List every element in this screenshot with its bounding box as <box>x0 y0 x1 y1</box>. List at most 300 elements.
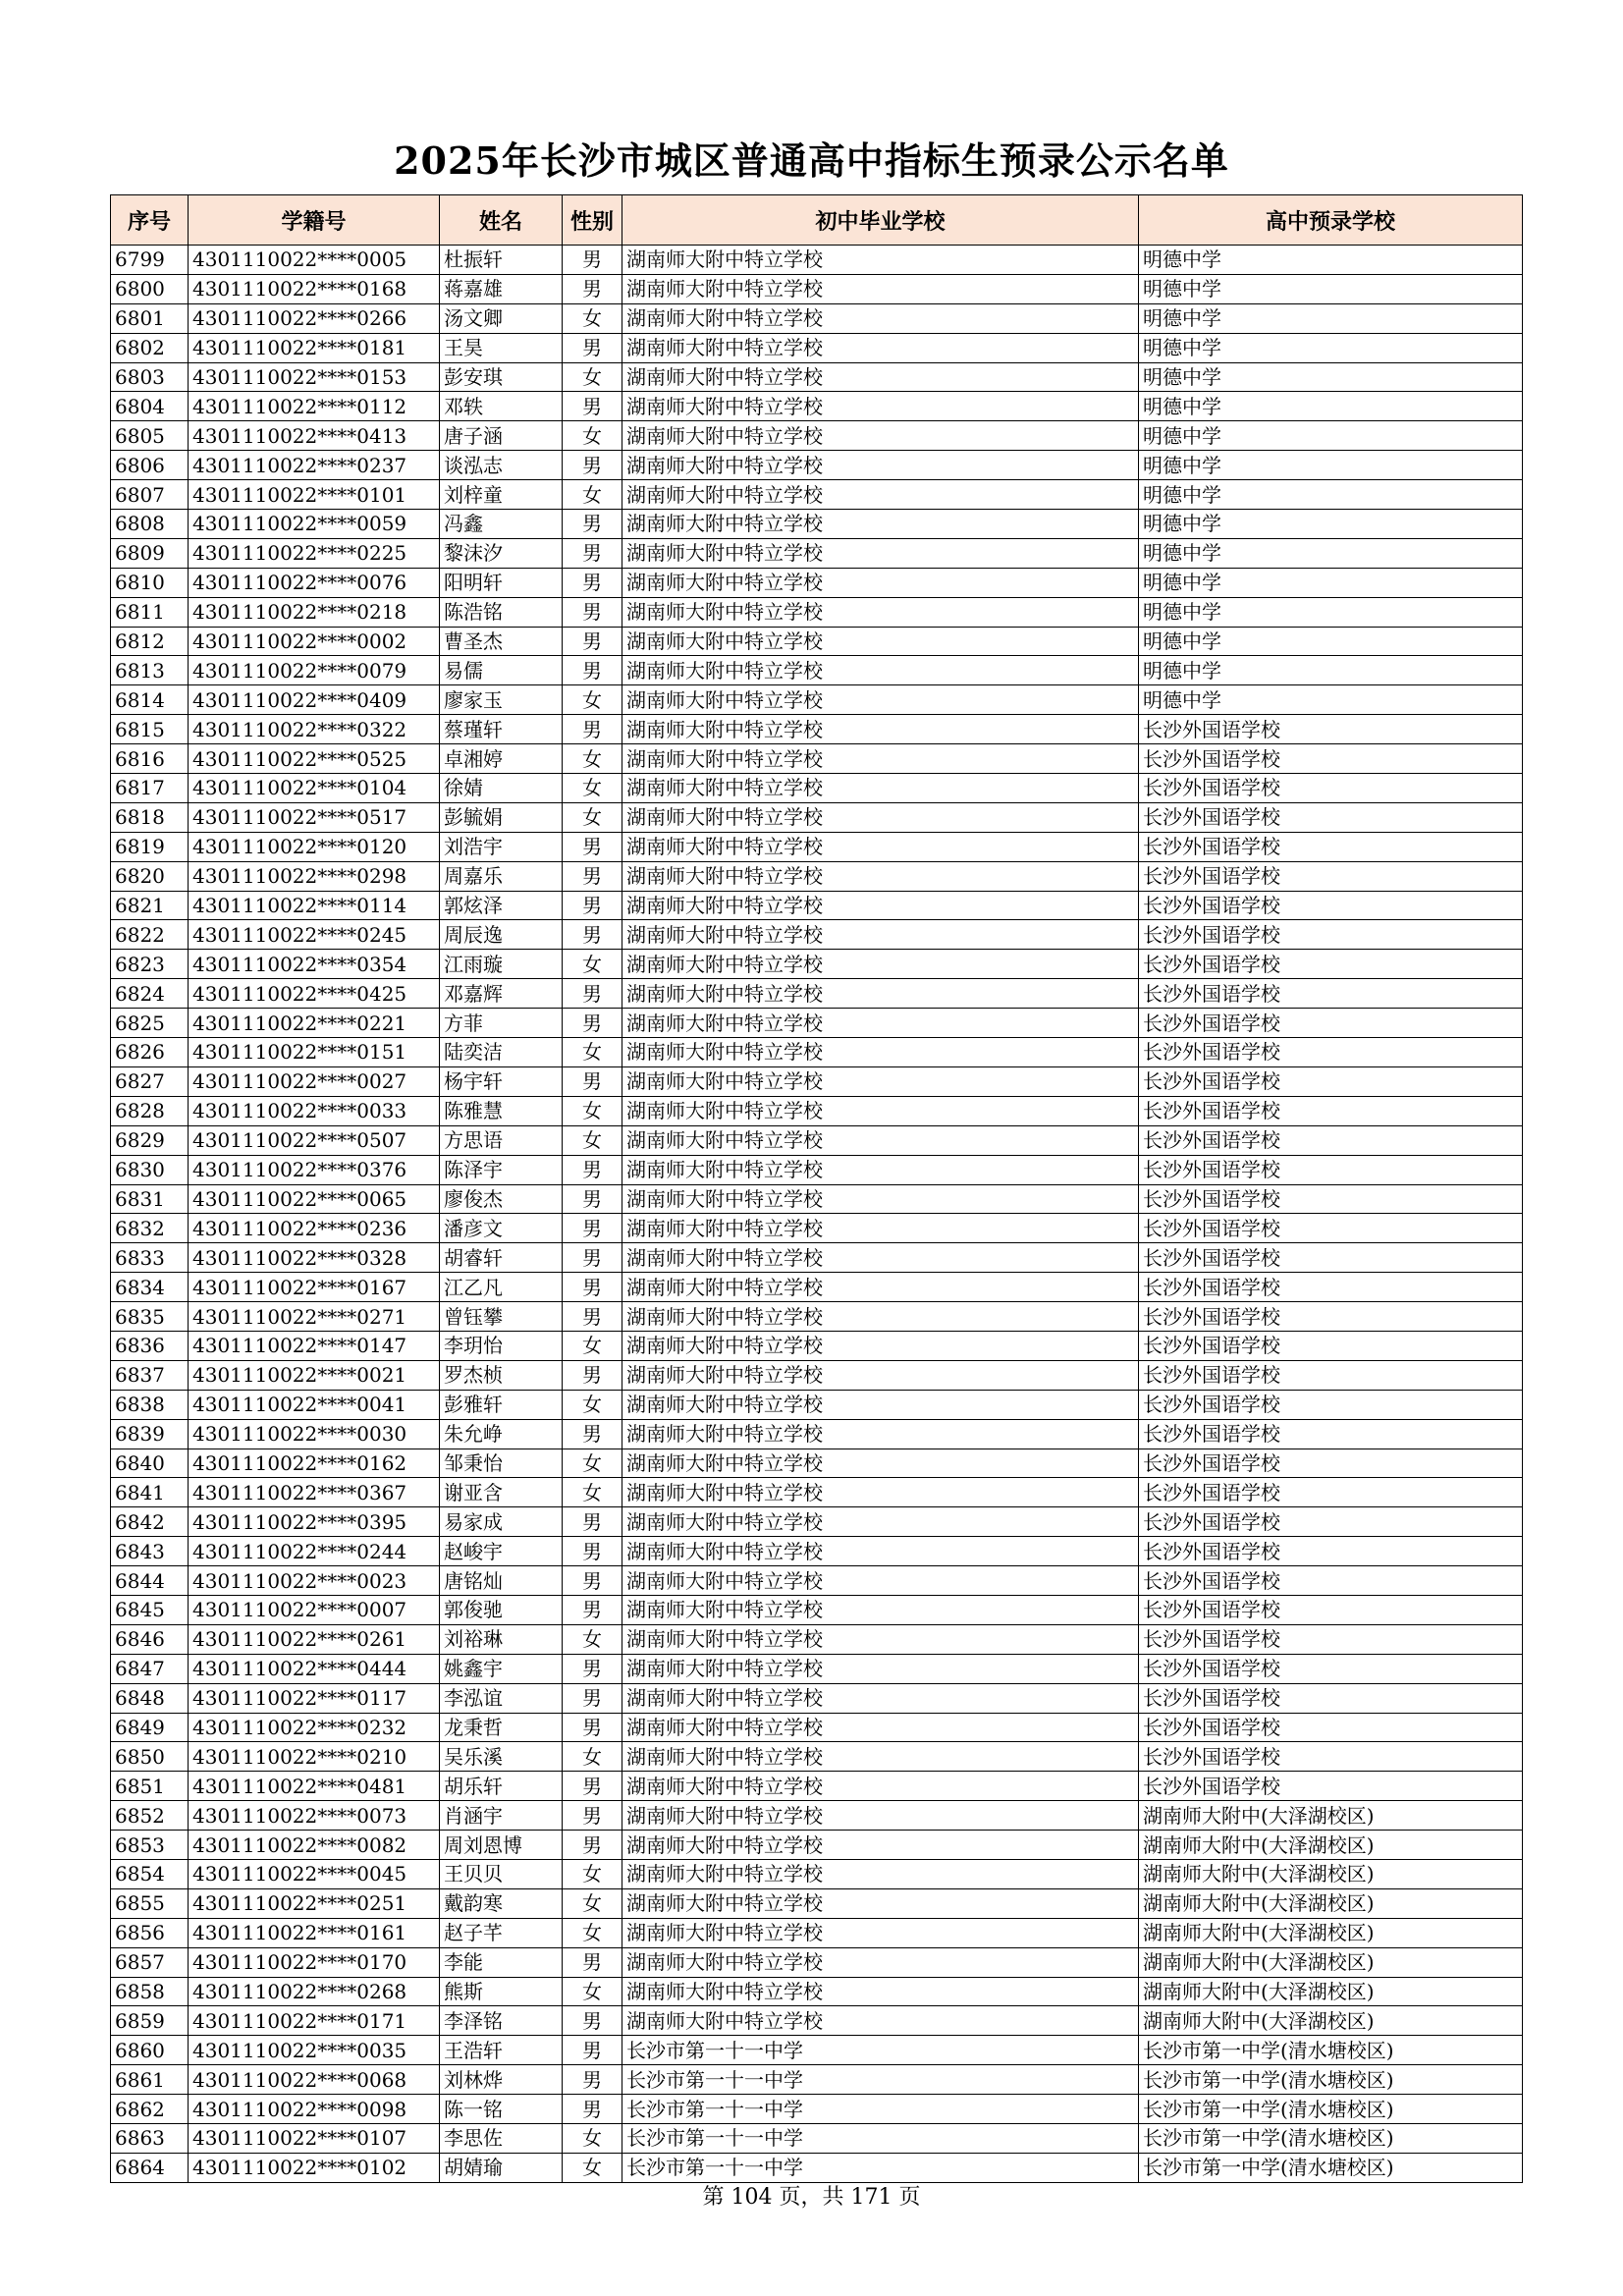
cell-senior-school: 明德中学 <box>1139 333 1523 362</box>
table-row <box>111 451 1523 480</box>
cell-senior-school: 明德中学 <box>1139 597 1523 627</box>
cell-junior-school: 湖南师大附中特立学校 <box>622 1302 1139 1332</box>
cell-name: 龙秉哲 <box>440 1713 563 1742</box>
table-row <box>111 1009 1523 1038</box>
cell-gender: 女 <box>563 1859 622 1888</box>
cell-index: 6845 <box>111 1595 189 1624</box>
cell-student-id: 4301110022****0153 <box>189 362 440 392</box>
table-row <box>111 303 1523 333</box>
cell-gender: 女 <box>563 1918 622 1947</box>
cell-senior-school: 明德中学 <box>1139 685 1523 715</box>
cell-junior-school: 湖南师大附中特立学校 <box>622 1859 1139 1888</box>
cell-student-id: 4301110022****0444 <box>189 1654 440 1683</box>
cell-junior-school: 湖南师大附中特立学校 <box>622 1125 1139 1155</box>
cell-junior-school: 湖南师大附中特立学校 <box>622 832 1139 861</box>
cell-index: 6824 <box>111 979 189 1009</box>
cell-junior-school: 湖南师大附中特立学校 <box>622 1478 1139 1507</box>
cell-junior-school: 湖南师大附中特立学校 <box>622 2006 1139 2036</box>
cell-gender: 女 <box>563 303 622 333</box>
cell-gender: 男 <box>563 451 622 480</box>
cell-student-id: 4301110022****0210 <box>189 1742 440 1772</box>
cell-name: 王贝贝 <box>440 1859 563 1888</box>
cell-student-id: 4301110022****0147 <box>189 1331 440 1360</box>
table-row <box>111 1507 1523 1537</box>
cell-index: 6835 <box>111 1302 189 1332</box>
table-row <box>111 597 1523 627</box>
cell-student-id: 4301110022****0367 <box>189 1478 440 1507</box>
cell-gender: 男 <box>563 1654 622 1683</box>
cell-junior-school: 湖南师大附中特立学校 <box>622 1683 1139 1713</box>
cell-student-id: 4301110022****0225 <box>189 538 440 568</box>
cell-student-id: 4301110022****0245 <box>189 920 440 950</box>
cell-name: 谈泓志 <box>440 451 563 480</box>
cell-gender: 男 <box>563 1066 622 1096</box>
cell-junior-school: 湖南师大附中特立学校 <box>622 1273 1139 1302</box>
cell-junior-school: 长沙市第一十一中学 <box>622 2153 1139 2182</box>
cell-index: 6819 <box>111 832 189 861</box>
cell-gender: 男 <box>563 510 622 539</box>
table-row <box>111 832 1523 861</box>
table-row <box>111 1184 1523 1214</box>
cell-senior-school: 湖南师大附中(大泽湖校区) <box>1139 1859 1523 1888</box>
cell-index: 6825 <box>111 1009 189 1038</box>
cell-gender: 女 <box>563 480 622 510</box>
cell-student-id: 4301110022****0076 <box>189 568 440 597</box>
cell-student-id: 4301110022****0162 <box>189 1449 440 1478</box>
cell-junior-school: 湖南师大附中特立学校 <box>622 774 1139 803</box>
cell-junior-school: 湖南师大附中特立学校 <box>622 891 1139 920</box>
cell-name: 卓湘婷 <box>440 744 563 774</box>
cell-gender: 男 <box>563 891 622 920</box>
cell-name: 熊斯 <box>440 1977 563 2006</box>
col-header-index: 序号 <box>111 195 189 246</box>
table-row <box>111 2095 1523 2124</box>
cell-student-id: 4301110022****0102 <box>189 2153 440 2182</box>
cell-gender: 男 <box>563 1214 622 1243</box>
cell-gender: 男 <box>563 920 622 950</box>
cell-senior-school: 长沙外国语学校 <box>1139 715 1523 744</box>
cell-index: 6852 <box>111 1801 189 1831</box>
cell-name: 邓轶 <box>440 392 563 421</box>
table-row <box>111 2153 1523 2182</box>
cell-student-id: 4301110022****0266 <box>189 303 440 333</box>
cell-name: 陈浩铭 <box>440 597 563 627</box>
cell-index: 6853 <box>111 1831 189 1860</box>
cell-gender: 男 <box>563 1184 622 1214</box>
cell-index: 6809 <box>111 538 189 568</box>
cell-student-id: 4301110022****0322 <box>189 715 440 744</box>
cell-index: 6805 <box>111 421 189 451</box>
cell-index: 6844 <box>111 1566 189 1596</box>
cell-student-id: 4301110022****0167 <box>189 1273 440 1302</box>
cell-gender: 女 <box>563 421 622 451</box>
cell-junior-school: 湖南师大附中特立学校 <box>622 802 1139 832</box>
cell-student-id: 4301110022****0481 <box>189 1772 440 1801</box>
cell-index: 6820 <box>111 861 189 891</box>
cell-index: 6818 <box>111 802 189 832</box>
cell-senior-school: 长沙外国语学校 <box>1139 1683 1523 1713</box>
table-row <box>111 1713 1523 1742</box>
cell-gender: 男 <box>563 1683 622 1713</box>
table-row <box>111 1360 1523 1390</box>
cell-name: 刘浩宇 <box>440 832 563 861</box>
cell-junior-school: 湖南师大附中特立学校 <box>622 1654 1139 1683</box>
cell-junior-school: 长沙市第一十一中学 <box>622 2124 1139 2154</box>
cell-senior-school: 长沙外国语学校 <box>1139 832 1523 861</box>
cell-junior-school: 湖南师大附中特立学校 <box>622 303 1139 333</box>
cell-senior-school: 明德中学 <box>1139 627 1523 656</box>
cell-name: 易家成 <box>440 1507 563 1537</box>
cell-junior-school: 湖南师大附中特立学校 <box>622 538 1139 568</box>
cell-senior-school: 长沙外国语学校 <box>1139 1713 1523 1742</box>
cell-name: 江雨璇 <box>440 950 563 979</box>
cell-index: 6863 <box>111 2124 189 2154</box>
table-row <box>111 1214 1523 1243</box>
cell-senior-school: 长沙外国语学校 <box>1139 1331 1523 1360</box>
cell-senior-school: 湖南师大附中(大泽湖校区) <box>1139 1947 1523 1977</box>
table-row <box>111 1595 1523 1624</box>
cell-gender: 女 <box>563 1096 622 1125</box>
cell-junior-school: 湖南师大附中特立学校 <box>622 1537 1139 1566</box>
table-row <box>111 1977 1523 2006</box>
table-row <box>111 802 1523 832</box>
cell-gender: 男 <box>563 274 622 303</box>
col-header-student-id: 学籍号 <box>189 195 440 246</box>
table-row <box>111 1273 1523 1302</box>
cell-name: 彭毓娟 <box>440 802 563 832</box>
cell-index: 6861 <box>111 2065 189 2095</box>
cell-index: 6801 <box>111 303 189 333</box>
cell-name: 胡睿轩 <box>440 1243 563 1273</box>
cell-gender: 女 <box>563 1331 622 1360</box>
cell-gender: 男 <box>563 1507 622 1537</box>
cell-junior-school: 湖南师大附中特立学校 <box>622 1214 1139 1243</box>
cell-index: 6808 <box>111 510 189 539</box>
cell-student-id: 4301110022****0002 <box>189 627 440 656</box>
cell-name: 胡乐轩 <box>440 1772 563 1801</box>
table-row <box>111 2065 1523 2095</box>
table-row <box>111 1624 1523 1654</box>
cell-index: 6799 <box>111 246 189 275</box>
cell-senior-school: 湖南师大附中(大泽湖校区) <box>1139 1801 1523 1831</box>
cell-name: 潘彦文 <box>440 1214 563 1243</box>
cell-junior-school: 湖南师大附中特立学校 <box>622 451 1139 480</box>
cell-name: 王浩轩 <box>440 2036 563 2065</box>
table-row <box>111 891 1523 920</box>
cell-name: 曾钰攀 <box>440 1302 563 1332</box>
cell-name: 陈一铭 <box>440 2095 563 2124</box>
cell-gender: 男 <box>563 1155 622 1184</box>
cell-senior-school: 长沙外国语学校 <box>1139 891 1523 920</box>
cell-student-id: 4301110022****0079 <box>189 656 440 685</box>
cell-gender: 男 <box>563 1273 622 1302</box>
cell-gender: 男 <box>563 1419 622 1449</box>
cell-junior-school: 湖南师大附中特立学校 <box>622 568 1139 597</box>
cell-junior-school: 湖南师大附中特立学校 <box>622 1390 1139 1419</box>
cell-junior-school: 湖南师大附中特立学校 <box>622 1419 1139 1449</box>
cell-junior-school: 湖南师大附中特立学校 <box>622 480 1139 510</box>
cell-student-id: 4301110022****0376 <box>189 1155 440 1184</box>
cell-senior-school: 长沙外国语学校 <box>1139 1009 1523 1038</box>
table-row <box>111 920 1523 950</box>
cell-junior-school: 湖南师大附中特立学校 <box>622 510 1139 539</box>
cell-index: 6855 <box>111 1888 189 1918</box>
cell-student-id: 4301110022****0098 <box>189 2095 440 2124</box>
cell-senior-school: 长沙外国语学校 <box>1139 1302 1523 1332</box>
col-header-name: 姓名 <box>440 195 563 246</box>
cell-index: 6831 <box>111 1184 189 1214</box>
cell-senior-school: 长沙外国语学校 <box>1139 1390 1523 1419</box>
table-row <box>111 246 1523 275</box>
table-row <box>111 685 1523 715</box>
cell-name: 曹圣杰 <box>440 627 563 656</box>
cell-junior-school: 湖南师大附中特立学校 <box>622 950 1139 979</box>
cell-gender: 女 <box>563 774 622 803</box>
cell-senior-school: 长沙外国语学校 <box>1139 1449 1523 1478</box>
cell-junior-school: 湖南师大附中特立学校 <box>622 1742 1139 1772</box>
cell-index: 6842 <box>111 1507 189 1537</box>
cell-gender: 女 <box>563 802 622 832</box>
cell-gender: 男 <box>563 1947 622 1977</box>
cell-senior-school: 明德中学 <box>1139 246 1523 275</box>
cell-name: 姚鑫宇 <box>440 1654 563 1683</box>
cell-gender: 男 <box>563 656 622 685</box>
cell-gender: 女 <box>563 685 622 715</box>
cell-student-id: 4301110022****0065 <box>189 1184 440 1214</box>
cell-name: 阳明轩 <box>440 568 563 597</box>
cell-index: 6846 <box>111 1624 189 1654</box>
table-row <box>111 1801 1523 1831</box>
cell-senior-school: 明德中学 <box>1139 362 1523 392</box>
cell-senior-school: 长沙外国语学校 <box>1139 1360 1523 1390</box>
cell-name: 戴韵寒 <box>440 1888 563 1918</box>
cell-name: 王昊 <box>440 333 563 362</box>
table-row <box>111 1772 1523 1801</box>
cell-gender: 男 <box>563 832 622 861</box>
cell-name: 廖俊杰 <box>440 1184 563 1214</box>
cell-junior-school: 湖南师大附中特立学校 <box>622 656 1139 685</box>
cell-gender: 男 <box>563 597 622 627</box>
cell-student-id: 4301110022****0120 <box>189 832 440 861</box>
cell-gender: 女 <box>563 362 622 392</box>
cell-senior-school: 明德中学 <box>1139 656 1523 685</box>
cell-index: 6864 <box>111 2153 189 2182</box>
cell-gender: 男 <box>563 2006 622 2036</box>
cell-name: 方菲 <box>440 1009 563 1038</box>
cell-student-id: 4301110022****0251 <box>189 1888 440 1918</box>
cell-senior-school: 长沙外国语学校 <box>1139 1624 1523 1654</box>
cell-student-id: 4301110022****0104 <box>189 774 440 803</box>
table-row <box>111 392 1523 421</box>
cell-index: 6823 <box>111 950 189 979</box>
table-row <box>111 1566 1523 1596</box>
cell-junior-school: 湖南师大附中特立学校 <box>622 1096 1139 1125</box>
cell-gender: 女 <box>563 950 622 979</box>
table-row <box>111 656 1523 685</box>
cell-gender: 男 <box>563 1009 622 1038</box>
cell-junior-school: 湖南师大附中特立学校 <box>622 1155 1139 1184</box>
cell-junior-school: 湖南师大附中特立学校 <box>622 920 1139 950</box>
cell-name: 杜振轩 <box>440 246 563 275</box>
cell-name: 李玥怡 <box>440 1331 563 1360</box>
cell-student-id: 4301110022****0425 <box>189 979 440 1009</box>
cell-gender: 男 <box>563 1801 622 1831</box>
cell-senior-school: 长沙外国语学校 <box>1139 1125 1523 1155</box>
table-row <box>111 1302 1523 1332</box>
cell-gender: 男 <box>563 861 622 891</box>
cell-name: 蒋嘉雄 <box>440 274 563 303</box>
table-row <box>111 1419 1523 1449</box>
cell-senior-school: 长沙外国语学校 <box>1139 1566 1523 1596</box>
cell-gender: 女 <box>563 1449 622 1478</box>
cell-name: 唐子涵 <box>440 421 563 451</box>
cell-name: 吴乐溪 <box>440 1742 563 1772</box>
cell-name: 刘林烨 <box>440 2065 563 2095</box>
cell-senior-school: 长沙外国语学校 <box>1139 744 1523 774</box>
cell-senior-school: 长沙外国语学校 <box>1139 1742 1523 1772</box>
cell-student-id: 4301110022****0035 <box>189 2036 440 2065</box>
cell-name: 周辰逸 <box>440 920 563 950</box>
cell-student-id: 4301110022****0517 <box>189 802 440 832</box>
cell-junior-school: 湖南师大附中特立学校 <box>622 1772 1139 1801</box>
cell-index: 6843 <box>111 1537 189 1566</box>
cell-name: 李能 <box>440 1947 563 1977</box>
cell-senior-school: 长沙外国语学校 <box>1139 1243 1523 1273</box>
cell-student-id: 4301110022****0395 <box>189 1507 440 1537</box>
table-row <box>111 362 1523 392</box>
table-row <box>111 538 1523 568</box>
cell-name: 唐铭灿 <box>440 1566 563 1596</box>
cell-gender: 男 <box>563 1243 622 1273</box>
cell-name: 刘梓童 <box>440 480 563 510</box>
cell-junior-school: 湖南师大附中特立学校 <box>622 1009 1139 1038</box>
cell-junior-school: 湖南师大附中特立学校 <box>622 715 1139 744</box>
cell-junior-school: 长沙市第一十一中学 <box>622 2095 1139 2124</box>
cell-junior-school: 湖南师大附中特立学校 <box>622 685 1139 715</box>
page-title: 2025年长沙市城区普通高中指标生预录公示名单 <box>394 138 1229 183</box>
cell-name: 邓嘉辉 <box>440 979 563 1009</box>
cell-index: 6829 <box>111 1125 189 1155</box>
cell-senior-school: 湖南师大附中(大泽湖校区) <box>1139 2006 1523 2036</box>
cell-student-id: 4301110022****0021 <box>189 1360 440 1390</box>
cell-name: 李泽铭 <box>440 2006 563 2036</box>
cell-index: 6832 <box>111 1214 189 1243</box>
cell-name: 徐婧 <box>440 774 563 803</box>
cell-student-id: 4301110022****0151 <box>189 1038 440 1067</box>
cell-student-id: 4301110022****0328 <box>189 1243 440 1273</box>
cell-senior-school: 长沙外国语学校 <box>1139 1184 1523 1214</box>
cell-junior-school: 湖南师大附中特立学校 <box>622 627 1139 656</box>
cell-gender: 女 <box>563 1742 622 1772</box>
cell-gender: 女 <box>563 744 622 774</box>
col-header-gender: 性别 <box>563 195 622 246</box>
cell-senior-school: 长沙外国语学校 <box>1139 774 1523 803</box>
cell-name: 廖家玉 <box>440 685 563 715</box>
cell-junior-school: 湖南师大附中特立学校 <box>622 1507 1139 1537</box>
cell-index: 6807 <box>111 480 189 510</box>
table-row <box>111 950 1523 979</box>
table-row <box>111 861 1523 891</box>
cell-name: 刘裕琳 <box>440 1624 563 1654</box>
cell-index: 6849 <box>111 1713 189 1742</box>
cell-gender: 男 <box>563 568 622 597</box>
table-row <box>111 1859 1523 1888</box>
cell-senior-school: 明德中学 <box>1139 303 1523 333</box>
cell-student-id: 4301110022****0298 <box>189 861 440 891</box>
cell-senior-school: 明德中学 <box>1139 538 1523 568</box>
cell-senior-school: 明德中学 <box>1139 451 1523 480</box>
cell-gender: 男 <box>563 538 622 568</box>
cell-student-id: 4301110022****0107 <box>189 2124 440 2154</box>
cell-gender: 男 <box>563 715 622 744</box>
cell-junior-school: 湖南师大附中特立学校 <box>622 1624 1139 1654</box>
cell-senior-school: 长沙市第一中学(清水塘校区) <box>1139 2153 1523 2182</box>
cell-name: 朱允峥 <box>440 1419 563 1449</box>
cell-student-id: 4301110022****0271 <box>189 1302 440 1332</box>
cell-student-id: 4301110022****0023 <box>189 1566 440 1596</box>
cell-gender: 男 <box>563 333 622 362</box>
cell-index: 6813 <box>111 656 189 685</box>
cell-index: 6811 <box>111 597 189 627</box>
cell-gender: 男 <box>563 627 622 656</box>
cell-student-id: 4301110022****0409 <box>189 685 440 715</box>
cell-junior-school: 湖南师大附中特立学校 <box>622 1977 1139 2006</box>
cell-index: 6806 <box>111 451 189 480</box>
cell-name: 罗杰桢 <box>440 1360 563 1390</box>
table-row <box>111 627 1523 656</box>
cell-senior-school: 长沙外国语学校 <box>1139 802 1523 832</box>
table-row <box>111 1478 1523 1507</box>
cell-student-id: 4301110022****0268 <box>189 1977 440 2006</box>
table-row <box>111 1537 1523 1566</box>
cell-senior-school: 长沙外国语学校 <box>1139 1155 1523 1184</box>
cell-junior-school: 湖南师大附中特立学校 <box>622 861 1139 891</box>
table-row <box>111 979 1523 1009</box>
page-footer: 第 104 页，共 171 页 <box>702 2185 921 2210</box>
cell-index: 6837 <box>111 1360 189 1390</box>
table-row <box>111 421 1523 451</box>
cell-gender: 男 <box>563 2065 622 2095</box>
cell-senior-school: 长沙外国语学校 <box>1139 1478 1523 1507</box>
cell-senior-school: 长沙外国语学校 <box>1139 950 1523 979</box>
cell-student-id: 4301110022****0068 <box>189 2065 440 2095</box>
cell-student-id: 4301110022****0030 <box>189 1419 440 1449</box>
cell-index: 6828 <box>111 1096 189 1125</box>
cell-student-id: 4301110022****0232 <box>189 1713 440 1742</box>
cell-index: 6850 <box>111 1742 189 1772</box>
cell-student-id: 4301110022****0413 <box>189 421 440 451</box>
cell-junior-school: 湖南师大附中特立学校 <box>622 1831 1139 1860</box>
cell-index: 6858 <box>111 1977 189 2006</box>
cell-index: 6841 <box>111 1478 189 1507</box>
cell-name: 周刘恩博 <box>440 1831 563 1860</box>
cell-junior-school: 湖南师大附中特立学校 <box>622 1918 1139 1947</box>
cell-name: 蔡瑾轩 <box>440 715 563 744</box>
cell-junior-school: 湖南师大附中特立学校 <box>622 1184 1139 1214</box>
cell-junior-school: 长沙市第一十一中学 <box>622 2036 1139 2065</box>
cell-senior-school: 长沙外国语学校 <box>1139 1772 1523 1801</box>
cell-junior-school: 湖南师大附中特立学校 <box>622 1449 1139 1478</box>
cell-name: 赵峻宇 <box>440 1537 563 1566</box>
table-row <box>111 2036 1523 2065</box>
cell-student-id: 4301110022****0114 <box>189 891 440 920</box>
table-row <box>111 774 1523 803</box>
cell-gender: 女 <box>563 2124 622 2154</box>
cell-student-id: 4301110022****0218 <box>189 597 440 627</box>
cell-name: 周嘉乐 <box>440 861 563 891</box>
table-row <box>111 274 1523 303</box>
cell-gender: 男 <box>563 2036 622 2065</box>
